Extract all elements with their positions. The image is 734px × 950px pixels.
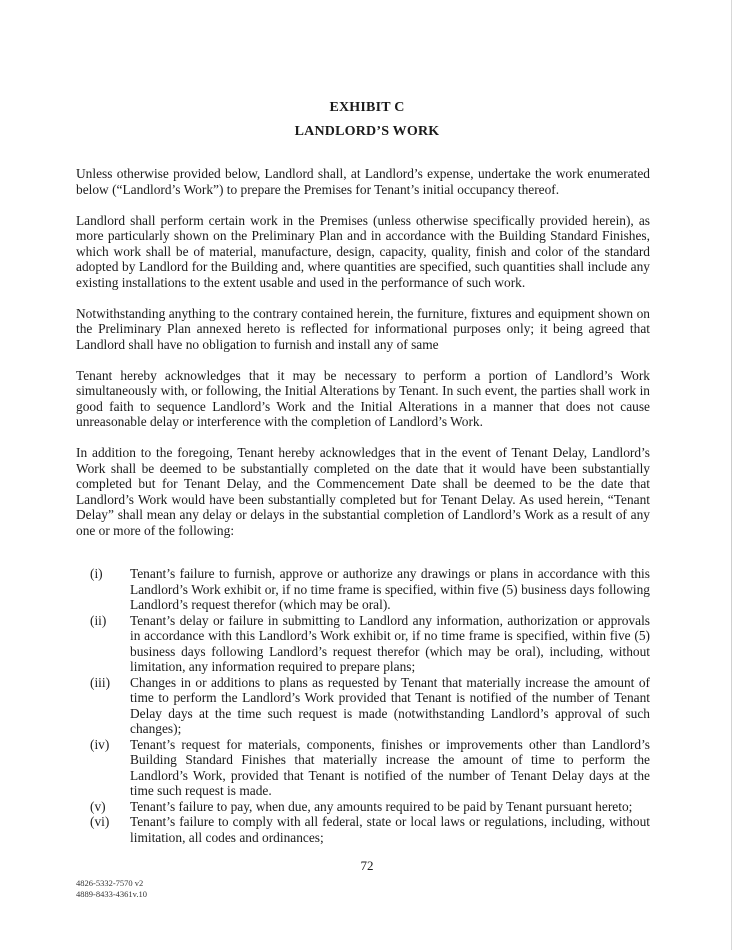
paragraph: Notwithstanding anything to the contrary contained herein, the furniture, fixtures and equipment shown on the Preliminary Plan annexed hereto is reflected for informational purposes only; it being agreed that Landlord shall have no obligation to furnish and install any of same [76,305,650,352]
tenant-delay-list [76,566,650,845]
list-item-text: Tenant’s failure to comply with all federal, state or local laws or regulations, including, without limitation, all codes and ordinances; [130,814,650,845]
list-item [76,566,650,613]
document-id: 4889-8433-4361v.10 [76,888,147,899]
list-item-text: Tenant’s failure to pay, when due, any amounts required to be paid by Tenant pursuant hereto; [130,798,633,814]
list-item-text: Tenant’s delay or failure in submitting to Landlord any information, authorization or approvals in accordance with this Landlord’s Work exhibit or, if no time frame is specified, within five (5) business days following Landlord’s request therefor (which may be oral), including, without limitation, any information required to prepare plans; [130,612,650,674]
list-item-number: (iv) [90,736,110,752]
scan-edge [731,0,732,950]
list-item [76,613,650,675]
list-item-text: Tenant’s request for materials, components, finishes or improvements other than Landlord’s Building Standard Finishes that materially increase the amount of time to perform the Landlord’s Work, provided that Tenant is notified of the number of Tenant Delay days at the time such request is made. [130,736,650,798]
document-body [76,166,650,554]
paragraph: Tenant hereby acknowledges that it may be necessary to perform a portion of Landlord’s Work simultaneously with, or following, the Initial Alterations by Tenant. In such event, the parties shall work in good faith to sequence Landlord’s Work and the Initial Alterations in a manner that does not cause unreasonable delay or interference with the completion of Landlord’s Work. [76,367,650,429]
list-item-number: (vi) [90,814,110,829]
paragraph: Unless otherwise provided below, Landlord shall, at Landlord’s expense, undertake the work enumerated below (“Landlord’s Work”) to prepare the Premises for Tenant’s initial occupancy thereof. [76,166,650,197]
list-item [76,675,650,737]
paragraph: In addition to the foregoing, Tenant hereby acknowledges that in the event of Tenant Delay, Landlord’s Work shall be deemed to be substantially completed on the date that it would have been substantially completed but for Tenant Delay, and the Commencement Date shall be deemed to be the date that Landlord’s Work would have been substantially completed but for Tenant Delay. As used herein, “Tenant Delay” shall mean any delay or delays in the substantial completion of Landlord’s Work as a result of any one or more of the following: [76,445,650,538]
page-number: 72 [360,858,374,873]
list-item-text: Changes in or additions to plans as requested by Tenant that materially increase the amount of time to perform the Landlord’s Work provided that Tenant is notified of the number of Tenant Delay days at the time such request is made (notwithstanding Landlord’s approval of such changes); [130,674,650,736]
list-item-number: (i) [90,566,103,581]
list-item [76,737,650,799]
list-item [76,799,650,815]
document-footer [76,878,147,899]
list-item-number: (iii) [90,674,111,690]
list-item [76,814,650,845]
list-item-number: (ii) [90,612,107,628]
exhibit-heading: EXHIBIT C [329,100,405,115]
list-item-text: Tenant’s failure to furnish, approve or authorize any drawings or plans in accordance with this Landlord’s Work exhibit or, if no time frame is specified, within five (5) business days following Landlord’s request therefor (which may be oral). [130,566,650,612]
list-item-number: (v) [90,798,106,814]
document-id: 4826-5332-7570 v2 [76,878,144,888]
exhibit-title: LANDLORD’S WORK [294,124,440,139]
paragraph: Landlord shall perform certain work in the Premises (unless otherwise specifically provided herein), as more particularly shown on the Preliminary Plan and in accordance with the Building Standard Finishes, which work shall be of material, manufacture, design, capacity, quality, finish and color of the standard adopted by Landlord for the Building and, where quantities are specified, such quantities shall include any existing installations to the extent usable and used in the performance of such work. [76,212,650,290]
